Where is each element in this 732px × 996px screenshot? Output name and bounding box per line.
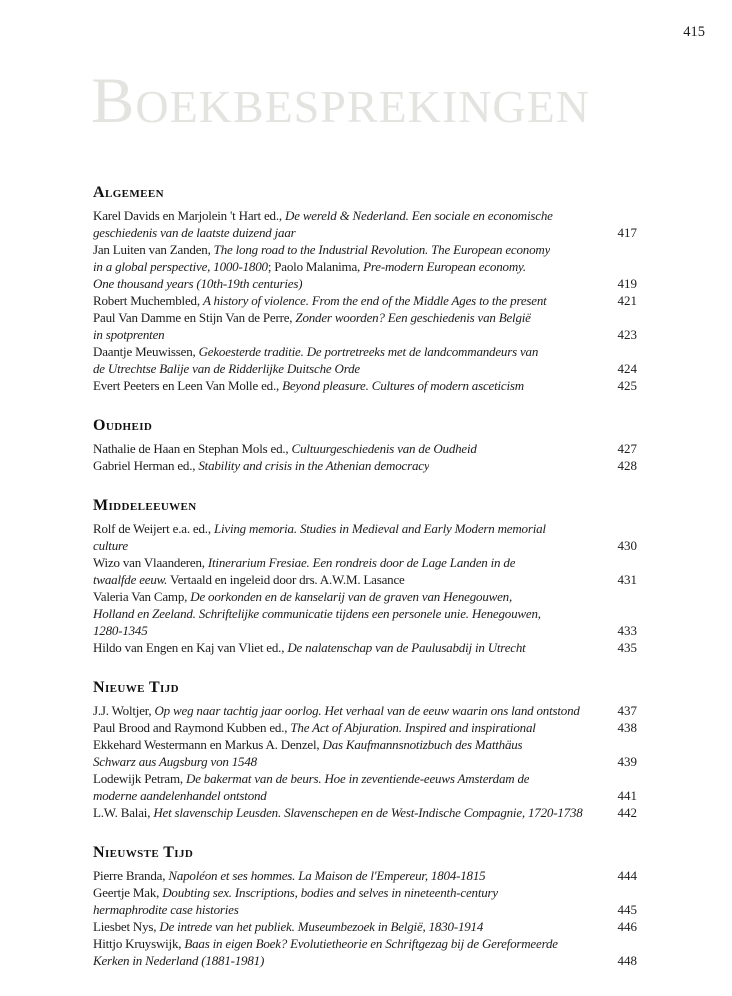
toc-line	[93, 360, 637, 377]
toc-line	[93, 275, 637, 292]
book-title-segment: De bakermat van de beurs. Hoe in zeventiende-eeuws Amsterdam de	[186, 770, 530, 786]
entry-page-number: 431	[617, 571, 637, 587]
toc-line	[93, 622, 637, 639]
entry-text	[93, 588, 512, 605]
entry-text	[93, 804, 583, 821]
entry-text	[93, 719, 536, 736]
toc-line	[93, 241, 637, 258]
book-title-segment: geschiedenis van de laatste duizend jaar	[93, 224, 296, 240]
book-title-segment: Itinerarium Fresiae. Een rondreis door de Lage Landen in de	[207, 554, 516, 570]
author-segment: Paul Brood and Raymond Kubben ed.,	[93, 719, 291, 735]
book-title-segment: Kerken in Nederland (1881-1981)	[93, 952, 265, 968]
toc-line	[93, 588, 637, 605]
author-segment: Valeria Van Camp,	[93, 588, 191, 604]
toc-line	[93, 867, 637, 884]
toc-line	[93, 571, 637, 588]
entry-text	[93, 952, 264, 969]
book-title-segment: Das Kaufmannsnotizbuch des Matthäus	[322, 736, 523, 752]
book-title-segment: One thousand years (10th-19th centuries)	[93, 275, 303, 291]
book-title-segment: Gekoesterde traditie. De portretreeks met de landcommandeurs van	[198, 343, 539, 359]
author-segment: Lodewijk Petram,	[93, 770, 186, 786]
entry-page-number: 424	[617, 360, 637, 376]
entry-page-number: 435	[617, 639, 637, 655]
entry-text	[93, 571, 405, 588]
book-title-segment: A history of violence. From the end of the Middle Ages to the present	[202, 292, 547, 308]
book-title-segment: hermaphrodite case histories	[93, 901, 239, 917]
entry-text	[93, 440, 477, 457]
book-title-segment: 1280-1345	[93, 622, 148, 638]
book-title-segment: Schwarz aus Augsburg von 1548	[93, 753, 257, 769]
toc-line	[93, 292, 637, 309]
entry-text	[93, 867, 485, 884]
toc-section	[93, 496, 637, 656]
book-title-segment: The Act of Abjuration. Inspired and inspirational	[290, 719, 536, 735]
toc-section	[93, 678, 637, 821]
entry-text	[93, 935, 558, 952]
toc-line	[93, 901, 637, 918]
toc-section	[93, 183, 637, 394]
toc-line	[93, 804, 637, 821]
toc-line	[93, 520, 637, 537]
entry-page-number: 441	[617, 787, 637, 803]
toc-line	[93, 935, 637, 952]
toc-line	[93, 639, 637, 656]
author-segment: Pierre Branda,	[93, 867, 169, 883]
book-title-segment: De nalatenschap van de Paulusabdij in Utrecht	[287, 639, 526, 655]
book-title-segment: Holland en Zeeland. Schriftelijke communicatie tijdens een personele unie. Henegouwen,	[93, 605, 541, 621]
entry-text	[93, 884, 498, 901]
entry-text	[93, 753, 257, 770]
toc-line	[93, 224, 637, 241]
author-segment: Hildo van Engen en Kaj van Vliet ed.,	[93, 639, 288, 655]
entry-text	[93, 207, 553, 224]
entry-page-number: 448	[617, 952, 637, 968]
entry-text	[93, 520, 546, 537]
author-segment: Evert Peeters en Leen Van Molle ed.,	[93, 377, 283, 393]
book-title-segment: Living memoria. Studies in Medieval and Early Modern memorial	[213, 520, 546, 536]
section-heading: Nieuwste Tijd	[93, 843, 194, 861]
book-title-segment: culture	[93, 537, 128, 553]
entry-text	[93, 736, 522, 753]
entry-page-number: 419	[617, 275, 637, 291]
entry-text	[93, 554, 515, 571]
book-title-segment: Op weg naar tachtig jaar oorlog. Het verhaal van de eeuw waarin ons land ontstond	[154, 702, 580, 718]
book-title-segment: de Utrechtse Balije van de Ridderlijke Duitsche Orde	[93, 360, 360, 376]
author-segment: Jan Luiten van Zanden,	[93, 241, 214, 257]
toc-line	[93, 952, 637, 969]
entry-text	[93, 224, 296, 241]
author-segment: L.W. Balai,	[93, 804, 154, 820]
toc-line	[93, 884, 637, 901]
entry-text	[93, 241, 550, 258]
toc-section	[93, 416, 637, 474]
book-title-segment: in spotprenten	[93, 326, 165, 342]
entry-text	[93, 258, 526, 275]
toc-line	[93, 918, 637, 935]
author-segment: Karel Davids en Marjolein 't Hart ed.,	[93, 207, 286, 223]
toc-sections	[93, 183, 637, 969]
toc-line	[93, 770, 637, 787]
entry-page-number: 427	[617, 440, 637, 456]
book-title-segment: De oorkonden en de kanselarij van de graven van Henegouwen,	[190, 588, 513, 604]
entry-text	[93, 292, 547, 309]
book-title-segment: moderne aandelenhandel ontstond	[93, 787, 267, 803]
section-heading: Nieuwe Tijd	[93, 678, 179, 696]
page-number-folio: 415	[683, 24, 705, 40]
entry-page-number: 423	[617, 326, 637, 342]
toc-line	[93, 377, 637, 394]
toc-line	[93, 719, 637, 736]
author-segment: ; Paolo Malanima,	[267, 258, 364, 274]
entry-page-number: 439	[617, 753, 637, 769]
entry-text	[93, 901, 239, 918]
toc-line	[93, 537, 637, 554]
entry-text	[93, 377, 524, 394]
book-title-segment: Napoléon et ses hommes. La Maison de l'Empereur, 1804-1815	[168, 867, 486, 883]
toc-line	[93, 554, 637, 571]
book-title-segment: Pre-modern European economy.	[363, 258, 526, 274]
entry-page-number: 442	[617, 804, 637, 820]
author-segment: Vertaald en ingeleid door drs. A.W.M. Lasance	[167, 571, 405, 587]
entry-page-number: 445	[617, 901, 637, 917]
author-segment: Hittjo Kruyswijk,	[93, 935, 185, 951]
entry-page-number: 417	[617, 224, 637, 240]
author-segment: Gabriel Herman ed.,	[93, 457, 199, 473]
entry-text	[93, 343, 538, 360]
book-title-segment: Zonder woorden? Een geschiedenis van België	[295, 309, 531, 325]
entry-text	[93, 457, 429, 474]
toc-line	[93, 787, 637, 804]
toc-line	[93, 457, 637, 474]
book-title-segment: Cultuurgeschiedenis van de Oudheid	[291, 440, 477, 456]
entry-text	[93, 918, 483, 935]
book-title-segment: Het slavenschip Leusden. Slavenschepen en de West-Indische Compagnie, 1720-1738	[153, 804, 583, 820]
entry-text	[93, 537, 128, 554]
toc-line	[93, 702, 637, 719]
entry-page-number: 438	[617, 719, 637, 735]
entry-page-number: 425	[617, 377, 637, 393]
author-segment: Nathalie de Haan en Stephan Mols ed.,	[93, 440, 292, 456]
entry-page-number: 437	[617, 702, 637, 718]
entry-page-number: 444	[617, 867, 637, 883]
author-segment: Geertje Mak,	[93, 884, 163, 900]
section-heading: Oudheid	[93, 416, 153, 434]
toc-line	[93, 736, 637, 753]
book-title-segment: De wereld & Nederland. Een sociale en economische	[285, 207, 553, 223]
toc-line	[93, 207, 637, 224]
toc-line	[93, 605, 637, 622]
book-title-segment: Doubting sex. Inscriptions, bodies and selves in nineteenth-century	[162, 884, 498, 900]
section-heading: Middeleeuwen	[93, 496, 197, 514]
book-title-segment: Stability and crisis in the Athenian democracy	[198, 457, 430, 473]
entry-page-number: 421	[617, 292, 637, 308]
author-segment: Liesbet Nys,	[93, 918, 160, 934]
book-title-segment: Beyond pleasure. Cultures of modern asceticism	[282, 377, 524, 393]
author-segment: Wizo van Vlaanderen,	[93, 554, 208, 570]
entry-text	[93, 787, 267, 804]
toc-section	[93, 843, 637, 969]
entry-text	[93, 326, 164, 343]
author-segment: Paul Van Damme en Stijn Van de Perre,	[93, 309, 296, 325]
entry-page-number: 446	[617, 918, 637, 934]
author-segment: Daantje Meuwissen,	[93, 343, 199, 359]
author-segment: Rolf de Weijert e.a. ed.,	[93, 520, 214, 536]
entry-text	[93, 309, 531, 326]
entry-page-number: 428	[617, 457, 637, 473]
entry-text	[93, 622, 148, 639]
entry-text	[93, 770, 529, 787]
author-segment: Ekkehard Westermann en Markus A. Denzel,	[93, 736, 323, 752]
toc-line	[93, 258, 637, 275]
entry-text	[93, 275, 302, 292]
book-title-segment: twaalfde eeuw.	[93, 571, 168, 587]
entry-text	[93, 605, 541, 622]
toc-line	[93, 440, 637, 457]
author-segment: J.J. Woltjer,	[93, 702, 155, 718]
entry-text	[93, 360, 360, 377]
toc-line	[93, 309, 637, 326]
entry-text	[93, 702, 580, 719]
entry-text	[93, 639, 526, 656]
section-heading: Algemeen	[93, 183, 164, 201]
toc-line	[93, 326, 637, 343]
book-title-segment: The long road to the Industrial Revolution. The European economy	[213, 241, 551, 257]
page-title: BOEKBESPREKINGEN	[91, 65, 590, 137]
toc-line	[93, 753, 637, 770]
entry-page-number: 433	[617, 622, 637, 638]
book-title-segment: De intrede van het publiek. Museumbezoek in België, 1830-1914	[159, 918, 484, 934]
entry-page-number: 430	[617, 537, 637, 553]
book-title-segment: Baas in eigen Boek? Evolutietheorie en Schriftgezag bij de Gereformeerde	[184, 935, 558, 951]
toc-line	[93, 343, 637, 360]
author-segment: Robert Muchembled,	[93, 292, 203, 308]
book-title-segment: in a global perspective, 1000-1800	[93, 258, 268, 274]
